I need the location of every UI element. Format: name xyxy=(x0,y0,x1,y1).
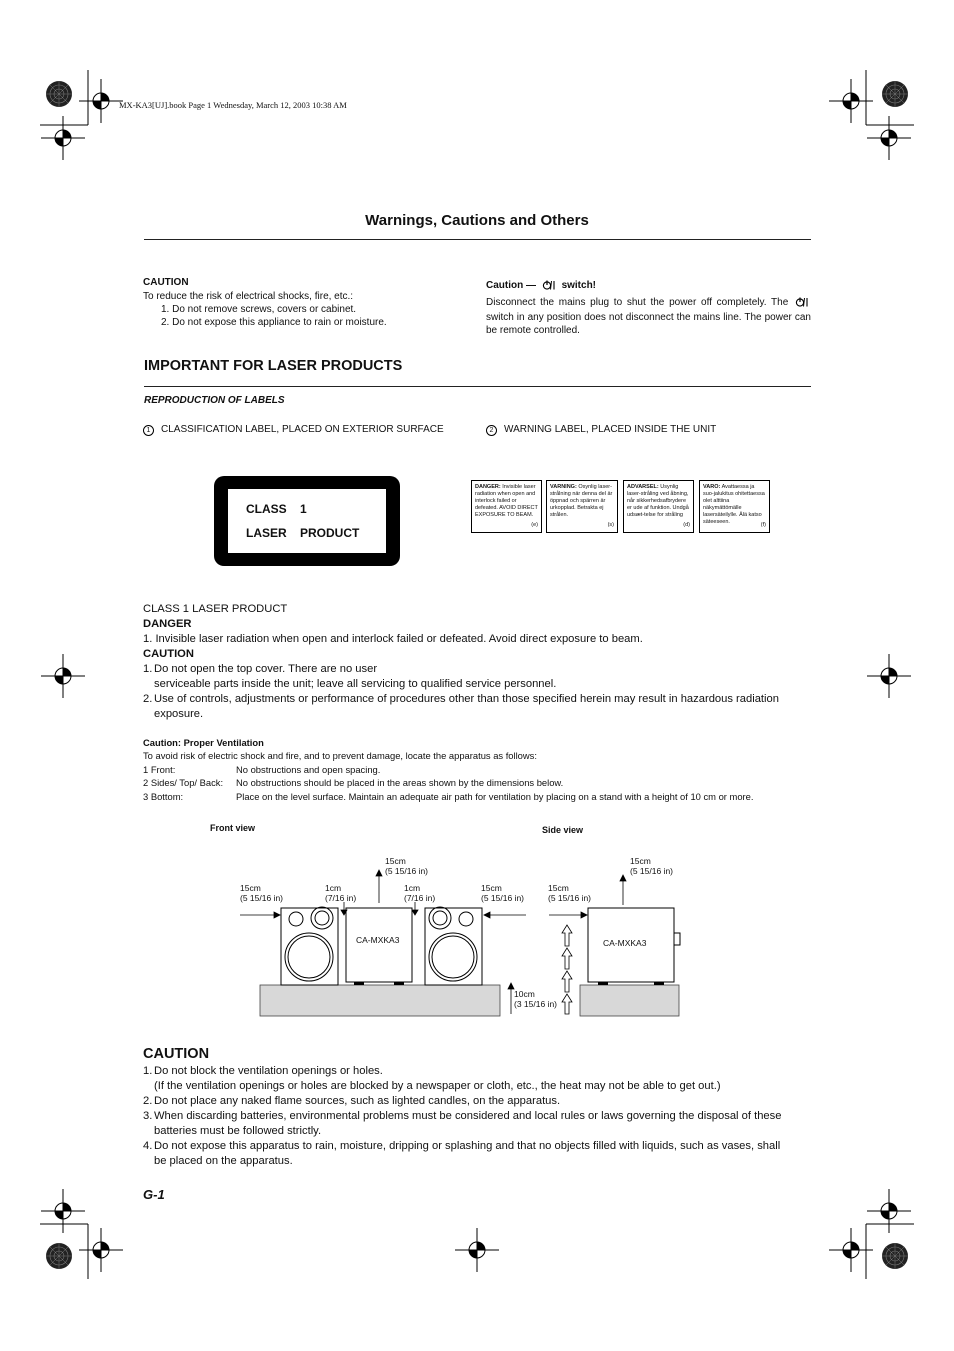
circled-one-icon: 1 xyxy=(143,425,154,436)
warning-label-code: (d) xyxy=(683,522,690,528)
dim-right-front xyxy=(481,883,524,903)
caution3-list xyxy=(143,1064,815,1169)
airflow-arrows xyxy=(562,925,572,1014)
unit-label-side: CA-MXKA3 xyxy=(603,938,647,948)
caution3-item xyxy=(143,1154,815,1169)
dim-value: 1cm xyxy=(325,883,342,893)
label2-caption: WARNING LABEL, PLACED INSIDE THE UNIT xyxy=(504,424,717,435)
caution3-item xyxy=(143,1094,815,1109)
dim-value: 1cm xyxy=(404,883,421,893)
dim-value: 15cm xyxy=(385,856,406,866)
dim-top-front xyxy=(385,856,428,876)
laser-heading: IMPORTANT FOR LASER PRODUCTS xyxy=(144,358,403,374)
dim-value-inches: (7/16 in) xyxy=(404,893,436,903)
item-number xyxy=(143,1079,154,1094)
caution3-item xyxy=(143,1064,815,1079)
warning-label-title: VARNING: xyxy=(550,484,577,490)
caution-item: 1. Do not remove screws, covers or cabinet. xyxy=(161,304,357,315)
front-view-label: Front view xyxy=(210,823,256,833)
item-text: batteries must be followed strictly. xyxy=(154,1125,322,1137)
dim-value: 15cm xyxy=(481,883,502,893)
dim-value-inches: (3 15/16 in) xyxy=(514,999,557,1009)
page-number: G-1 xyxy=(143,1187,165,1202)
dim-gap-left xyxy=(325,883,356,903)
caution3-item xyxy=(143,1139,815,1154)
switch-caution-prefix: Caution — xyxy=(486,280,536,291)
caution-heading: CAUTION xyxy=(143,277,189,288)
switch-text-pre: Disconnect the mains plug to shut the power off completely. The xyxy=(486,297,789,308)
warning-label-text: Osynlig laser-strålning när denna del är öppnad och spärren är urkopplad. Betrakta ej strålen. xyxy=(550,484,613,518)
caution3-heading: CAUTION xyxy=(143,1046,210,1062)
item-number xyxy=(143,1154,154,1169)
caution-item: 2. Do not expose this appliance to rain or moisture. xyxy=(161,317,387,328)
label1-caption: CLASSIFICATION LABEL, PLACED ON EXTERIOR SURFACE xyxy=(161,424,444,435)
dim-gap-right xyxy=(404,883,435,903)
side-stand xyxy=(580,985,679,1016)
dim-top-side xyxy=(630,856,673,876)
caution2-heading: CAUTION xyxy=(143,648,194,660)
item-text: Do not expose this apparatus to rain, moisture, dripping or splashing and that no objects filled with liquids, such as vases, shall xyxy=(154,1140,781,1152)
dim-value: 10cm xyxy=(514,989,535,999)
ventilation-row-label: 2 Sides/ Top/ Back: xyxy=(143,777,224,789)
page-title: Warnings, Cautions and Others xyxy=(365,212,589,229)
class-label-line1: CLASS 1 xyxy=(246,502,307,516)
ventilation-row-text: No obstructions should be placed in the areas shown by the dimensions below. xyxy=(236,777,564,789)
dim-value-inches: (5 15/16 in) xyxy=(548,893,591,903)
warning-label-title: DANGER: xyxy=(475,484,501,490)
right-speaker xyxy=(425,907,482,985)
warning-label-text: Invisible laser radiation when open and interlock failed or defeated. AVOID DIRECT EXPOSURE TO BEAM. xyxy=(475,484,538,518)
danger-item: 1. Invisible laser radiation when open and interlock failed or defeated. Avoid direct exposure to beam. xyxy=(143,633,643,645)
dim-value-inches: (7/16 in) xyxy=(325,893,357,903)
ventilation-row-text: Place on the level surface. Maintain an adequate air path for ventilation by placing on a stand with a height of 10 cm or more. xyxy=(236,790,754,802)
dim-value-inches: (5 15/16 in) xyxy=(481,893,524,903)
switch-text-post: switch in any position does not disconnect the mains line. The power can be remote controlled. xyxy=(486,312,811,336)
front-stand xyxy=(260,985,500,1016)
switch-caution-suffix: switch! xyxy=(561,280,597,291)
item-number: 2. xyxy=(143,1095,153,1107)
warning-label-code: (s) xyxy=(607,522,614,528)
class-text: CLASS 1 LASER PRODUCT xyxy=(143,603,288,615)
item-number: 4. xyxy=(143,1140,153,1152)
warning-label-title: VARO: xyxy=(703,484,721,490)
warning-label-code: (f) xyxy=(760,522,766,528)
reproduction-heading: REPRODUCTION OF LABELS xyxy=(144,395,285,406)
dim-value-inches: (5 15/16 in) xyxy=(240,893,283,903)
warning-label-title: ADVARSEL: xyxy=(627,484,659,490)
caution3-item xyxy=(143,1079,815,1094)
side-view-label: Side view xyxy=(542,825,584,835)
item-text: (If the ventilation openings or holes are blocked by a newspaper or cloth, etc., the heat may not be able to get out.) xyxy=(154,1080,721,1092)
item-number xyxy=(143,1124,154,1139)
item-text: Do not block the ventilation openings or holes. xyxy=(154,1065,383,1077)
item-text: Use of controls, adjustments or performance of procedures other than those specified herein may result in hazardous radiation xyxy=(154,693,779,705)
unit-label-front: CA-MXKA3 xyxy=(356,935,400,945)
dim-back-side xyxy=(548,883,591,903)
circled-two-icon: 2 xyxy=(486,425,497,436)
item-number: 2. xyxy=(143,693,153,705)
danger-heading: DANGER xyxy=(143,618,192,630)
file-header: MX-KA3[UJ].book Page 1 Wednesday, March 12, 2003 10:38 AM xyxy=(119,100,347,110)
ventilation-row-label: 3 Bottom: xyxy=(143,790,184,802)
item-text: When discarding batteries, environmental problems must be considered and local rules or laws governing the disposal of these xyxy=(154,1110,782,1122)
caution3-item xyxy=(143,1124,815,1139)
ventilation-heading: Caution: Proper Ventilation xyxy=(143,737,264,748)
dim-value: 15cm xyxy=(240,883,261,893)
item-number: 1. xyxy=(143,1065,153,1077)
dim-bottom-front xyxy=(514,989,557,1009)
warning-label-text: Avattaessa ja suo-jalukitus ohitettaessa olet alttiina näkymättömälle lasersäteilylle. Älä katso säteeseen. xyxy=(703,484,765,525)
dim-value-inches: (5 15/16 in) xyxy=(385,866,428,876)
dim-left-front xyxy=(240,883,283,903)
caution3-item xyxy=(143,1109,815,1124)
caution-intro: To reduce the risk of electrical shocks, fire, etc.: xyxy=(143,291,354,302)
ventilation-row-text: No obstructions and open spacing. xyxy=(236,763,381,775)
item-text: serviceable parts inside the unit; leave all servicing to qualified service personnel. xyxy=(154,678,557,690)
ventilation-intro: To avoid risk of electric shock and fire, and to prevent damage, locate the apparatus as follows: xyxy=(143,750,537,762)
item-text: exposure. xyxy=(154,708,204,720)
warning-label-code: (e) xyxy=(531,522,538,528)
left-speaker xyxy=(281,907,338,985)
item-text: be placed on the apparatus. xyxy=(154,1155,293,1167)
dim-value-inches: (5 15/16 in) xyxy=(630,866,673,876)
item-text: Do not place any naked flame sources, such as lighted candles, on the apparatus. xyxy=(154,1095,561,1107)
ventilation-row-label: 1 Front: xyxy=(143,763,176,775)
item-text: Do not open the top cover. There are no user xyxy=(154,663,378,675)
item-number: 1. xyxy=(143,663,153,675)
dim-value: 15cm xyxy=(548,883,569,893)
class-label-line2: LASER PRODUCT xyxy=(246,526,360,540)
warning-label-text: Usynlig laser-stråling ved åbning, når sikkerhedsafbrydere er ude af funktion. Undgå udsæt-telse for stråling xyxy=(627,484,689,518)
dim-value: 15cm xyxy=(630,856,651,866)
center-unit xyxy=(346,908,412,985)
item-number: 3. xyxy=(143,1110,153,1122)
